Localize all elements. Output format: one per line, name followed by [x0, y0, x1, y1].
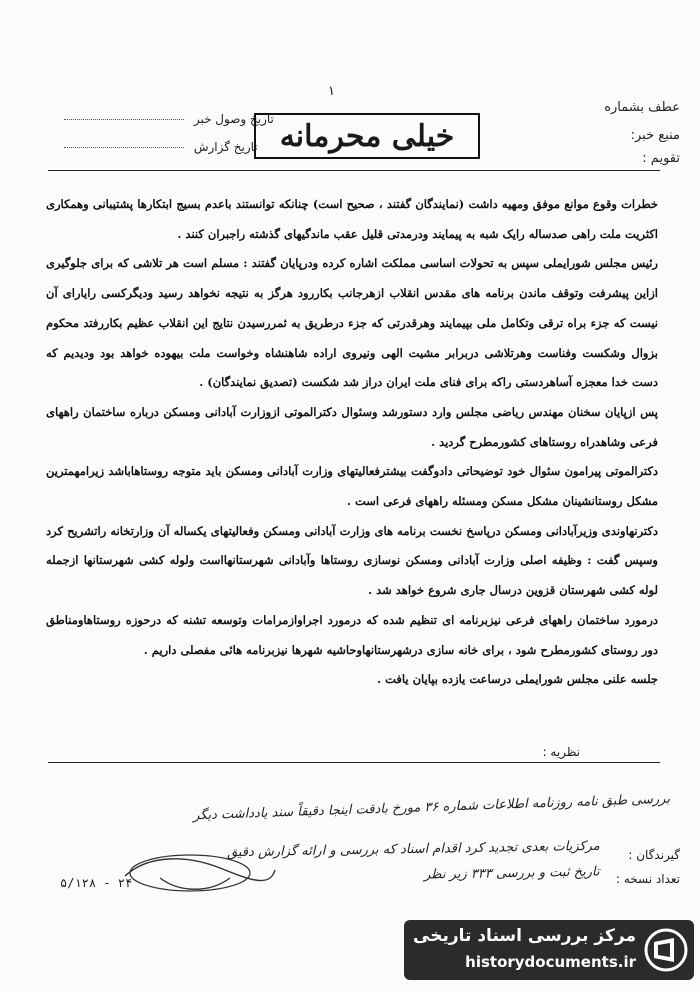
remark-label: نظریه : — [542, 745, 580, 759]
archive-watermark — [404, 920, 694, 980]
report-date-label: تاریخ گزارش — [193, 140, 258, 154]
calendar-field — [642, 151, 680, 166]
issue-number-label: عطف بشماره — [604, 100, 680, 115]
source-field — [631, 128, 680, 143]
source-label: منبع خبر: — [630, 128, 680, 143]
body-paragraph: پس ازپایان سخنان مهندس ریاضی مجلس وارد دستورشد وسئوال دکترالموتی ازوزارت آبادانی ومسکن درباره ساختمان راههای فرعی وشاهدراه روستاهای کشورمطرح گردید . — [46, 404, 658, 449]
page-number: ۱ — [328, 84, 335, 99]
report-date-line — [64, 147, 184, 148]
calendar-label: تقویم : — [642, 151, 680, 166]
received-date-field — [64, 112, 274, 126]
received-date-label: تاریخ وصول خبر — [193, 112, 274, 126]
footer-divider — [48, 762, 660, 763]
body-paragraph: درمورد ساختمان راههای فرعی نیزبرنامه ای تنظیم شده که درمورد اجراوازمرامات وتوسعه تشنه که درحوزه روستاهاومناطق دور روستای کشورمطرح شود ، برای خانه سازی درشهرستانهاوحاشیه شهرها نیزبرنامه هائی مفصلی داریم . — [46, 612, 658, 657]
body-paragraph: دکترنهاوندی وزیرآبادانی ومسکن درپاسخ نخست برنامه های وزارت آبادانی ومسکن وفعالیتهای یکساله آن وزارتخانه راتشریح کرد وسپس گفت : وظیفه اصلی وزارت آبادانی ومسکن نوسازی روستاها وآبادانی شهرستانهااست ولوله کشی شهرستانها ازجمله لوله کشی شهرستان قزوین درسال جاری شروع خواهد شد . — [46, 523, 658, 598]
body-paragraph: خطرات وقوع موانع موفق ومهیه داشت (نمایندگان گفتند ، صحیح است) چنانکه توانستند باعدم بسیج ابتکارها پشتیبانی وهمکاری اکثریت ملت راهی صدساله رایک شبه به پیمایند ودرمدتی قلیل عقب ماندگیهای گذشته راجبران کنند . — [46, 197, 658, 241]
received-date-line — [64, 119, 184, 120]
handwritten-note: بررسی طبق نامه روزنامه اطلاعات شماره ۳۶ مورخ بادقت اینجا دقیقاً سند یادداشت دیگر — [192, 791, 671, 824]
copies-label: تعداد نسخه : — [615, 872, 680, 886]
recipients-note: مرکزیات بعدی تجدید کرد اقدام اسناد که بررسی و ارائه گزارش دقیق — [227, 838, 601, 861]
copies-note: تاریخ ثبت و بررسی ۳۳۳ زیر نظر — [424, 864, 601, 883]
signature-scribble — [120, 848, 280, 898]
header-divider — [48, 170, 660, 171]
body-paragraph: رئیس مجلس شورایملی سپس به تحولات اساسی مملکت اشاره کرده ودرپایان گفتند : مسلم است هر تلاشی که برای جلوگیری ازاین پیشرفت وتوقف ماندن برنامه های مقدس انقلاب ازهرجانب بکاررود هرگز به نتیجه نخواهد رسید ودیگرکسی رایارای آن نیست که جزء براه ترقی وتکامل ملی بپیمایند وهرقدرتی که جزء درطریق به ثمررسیدن نتایج این انقلاب عظیم بکاررفتد محکوم بزوال وشکست وفناست وهرتلاشی دربرابر مشیت الهی ونیروی اراده شاهنشاه وخواست ملت بیهوده خواهد بود ودیدیم که دست خدا معجزه آساهردستی راکه برای فنای ملت ایران دراز شد شکست (تصدیق نمایندگان) . — [46, 256, 658, 390]
issue-number-field — [604, 100, 680, 115]
archive-logo-icon — [644, 928, 688, 972]
body-paragraph: دکترالموتی پیرامون سئوال خود توضیحاتی دادوگفت بیشترفعالیتهای وزارت آبادانی ومسکن باید متوجه روستاهاباشد زیرامهمترین مشکل روستانشینان مشکل مسکن ومسئله راههای فرعی است . — [46, 464, 658, 509]
recipients-label: گیرندگان : — [628, 848, 680, 862]
document-code: ۵/۱۲۸ - ۲۴ — [60, 876, 133, 890]
report-body — [46, 190, 658, 695]
body-paragraph: جلسه علنی مجلس شورایملی درساعت یازده بپایان یافت . — [377, 672, 658, 687]
report-date-field — [64, 140, 258, 154]
watermark-title: مرکز بررسی اسناد تاریخی — [413, 926, 636, 946]
watermark-url: historydocuments.ir — [465, 953, 636, 971]
classification-stamp: خیلی محرمانه — [254, 113, 480, 159]
